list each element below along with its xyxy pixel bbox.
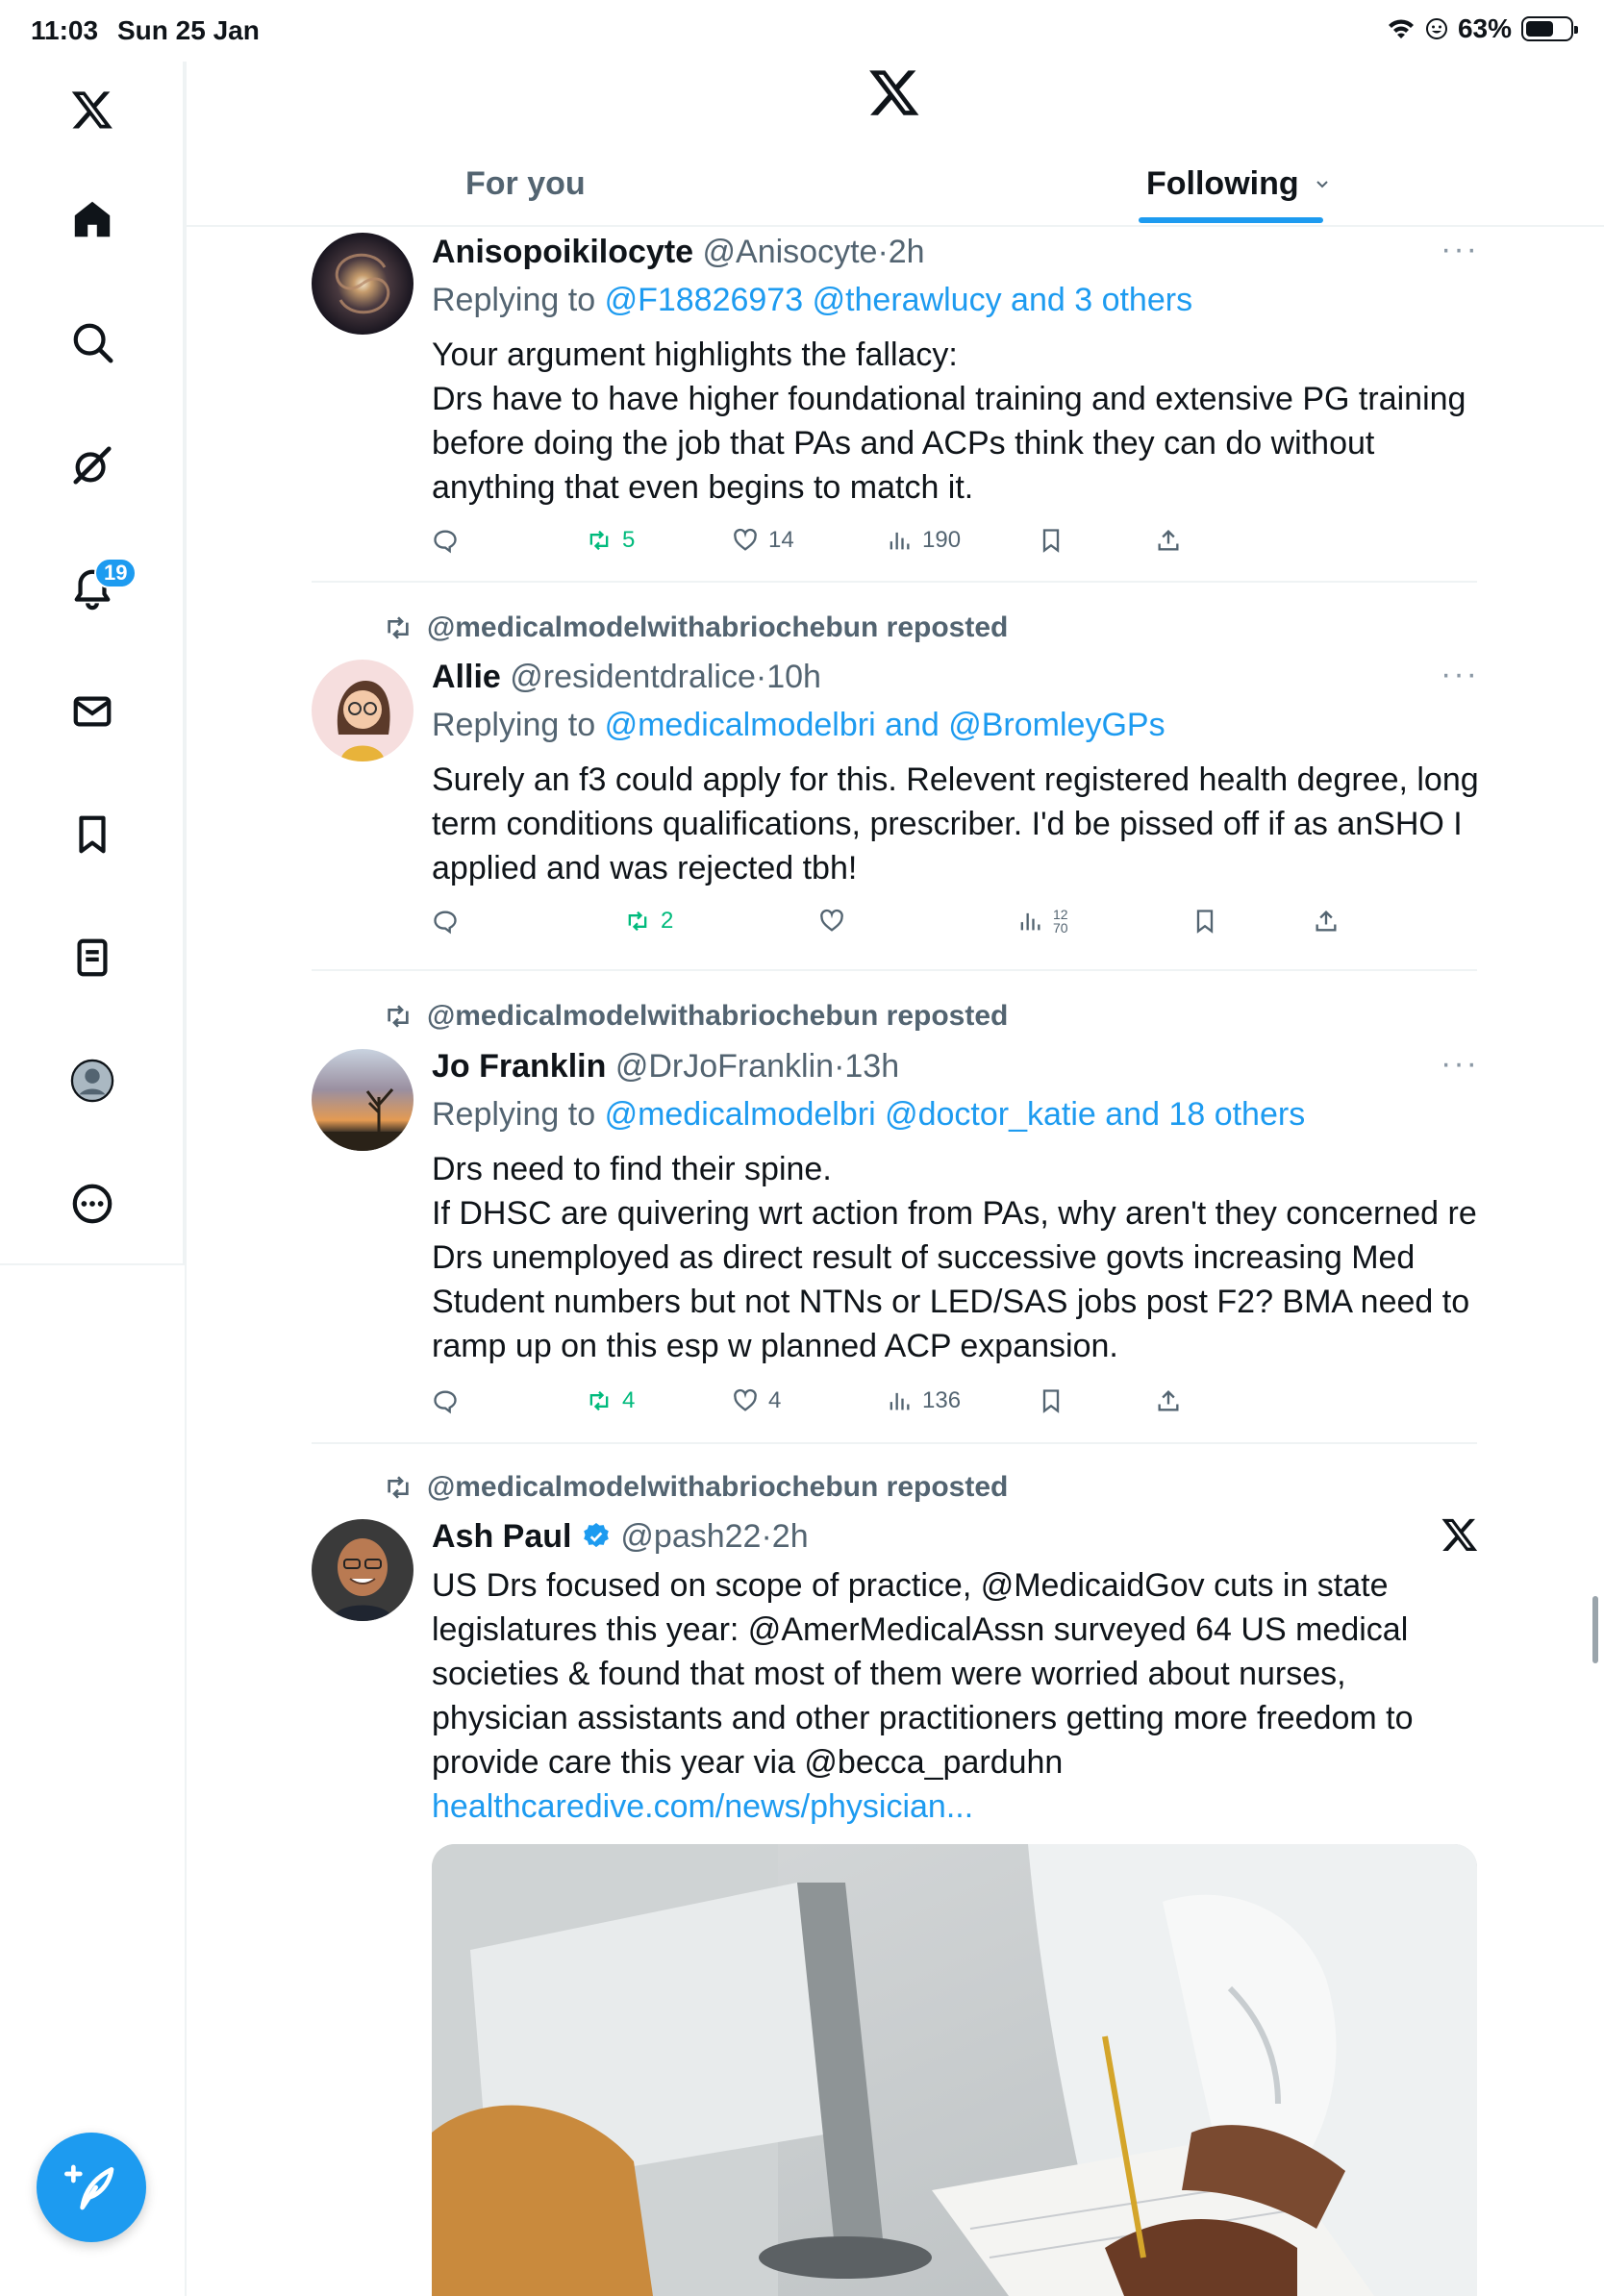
repost-context[interactable] xyxy=(383,1471,1008,1504)
tweet-actions xyxy=(432,527,1479,565)
tweet-divider xyxy=(312,1442,1477,1444)
battery-percent: 63% xyxy=(1457,13,1512,43)
replying-label: Replying to xyxy=(432,1096,596,1133)
tab-following-label: Following xyxy=(1146,165,1299,202)
share-icon xyxy=(1155,1387,1182,1414)
status-bar xyxy=(0,0,1604,62)
avatar[interactable] xyxy=(312,233,414,335)
tweet-actions xyxy=(432,1387,1479,1426)
repost-button[interactable] xyxy=(586,527,635,554)
views-icon xyxy=(886,527,913,554)
search-icon[interactable] xyxy=(54,304,131,381)
tweet-header xyxy=(432,1045,1479,1087)
repost-count: 2 xyxy=(661,908,674,934)
verified-badge-icon xyxy=(581,1521,612,1552)
more-options-icon[interactable]: ··· xyxy=(1441,1045,1479,1082)
reply-icon xyxy=(432,527,459,554)
bookmark-button[interactable] xyxy=(1038,527,1065,554)
list-icon[interactable] xyxy=(54,919,131,996)
share-icon xyxy=(1313,908,1340,935)
dot-separator: · xyxy=(761,1518,772,1555)
date: Sun 25 Jan xyxy=(117,15,260,45)
more-circle-icon[interactable] xyxy=(54,1165,131,1242)
replying-to xyxy=(432,704,1479,746)
user-handle[interactable]: @residentdralice xyxy=(510,659,756,695)
share-button[interactable] xyxy=(1155,1387,1182,1414)
sidebar-divider xyxy=(185,62,187,2296)
tweet-actions xyxy=(432,908,1479,946)
like-count: 14 xyxy=(768,527,794,553)
reply-mentions[interactable]: @medicalmodelbri and @BromleyGPs xyxy=(604,707,1165,743)
heart-icon xyxy=(732,527,759,554)
bookmark-icon xyxy=(1038,1387,1065,1414)
repost-icon xyxy=(383,1001,414,1032)
tweet-header xyxy=(432,231,1479,273)
dot-separator: · xyxy=(834,1048,845,1085)
like-count: 4 xyxy=(768,1387,782,1413)
timestamp[interactable]: 10h xyxy=(766,659,821,695)
like-button[interactable] xyxy=(732,1387,781,1414)
status-icons xyxy=(1387,13,1573,44)
reply-button[interactable] xyxy=(432,527,468,554)
sunset-avatar-image xyxy=(312,1049,414,1151)
chevron-down-icon xyxy=(1313,175,1332,194)
reply-icon xyxy=(432,1387,459,1414)
tweet-media-image[interactable] xyxy=(432,1844,1477,2296)
heart-icon xyxy=(732,1387,759,1414)
user-handle[interactable]: @DrJoFranklin xyxy=(614,1048,835,1085)
tab-for-you-label: For you xyxy=(465,165,586,202)
replying-label: Replying to xyxy=(432,707,596,743)
repost-icon xyxy=(383,612,414,643)
timestamp[interactable]: 13h xyxy=(844,1048,900,1085)
focus-smile-icon xyxy=(1425,17,1448,40)
view-count: 12 70 xyxy=(1053,907,1068,936)
mail-icon[interactable] xyxy=(54,673,131,750)
bookmark-icon[interactable] xyxy=(54,796,131,873)
repost-icon xyxy=(383,1472,414,1503)
tweet-header xyxy=(432,1515,1479,1558)
tweet-divider xyxy=(312,581,1477,583)
bookmark-button[interactable] xyxy=(1038,1387,1065,1414)
repost-icon xyxy=(586,1387,613,1414)
cartoon-avatar-image xyxy=(312,660,414,761)
repost-by-label: @medicalmodelwithabriochebun reposted xyxy=(427,1471,1009,1503)
dot-separator: · xyxy=(755,659,767,695)
views-button[interactable] xyxy=(886,527,961,554)
repost-icon xyxy=(624,908,651,935)
share-icon xyxy=(1155,527,1182,554)
tweet-text: Surely an f3 could apply for this. Relevent registered health degree, long term conditions qualifications, prescriber. I'd be pissed off if as anSHO I applied and was rejected tbh! xyxy=(432,761,1479,886)
heart-icon xyxy=(818,908,845,935)
clock: 11:03 xyxy=(31,15,99,45)
doctor-at-desk-photo xyxy=(432,1844,1477,2296)
tweet-divider xyxy=(312,969,1477,971)
home-icon[interactable] xyxy=(54,181,131,258)
dot-separator: · xyxy=(877,234,889,270)
avatar[interactable] xyxy=(312,660,414,761)
wifi-icon xyxy=(1387,17,1416,40)
bookmark-icon xyxy=(1038,527,1065,554)
display-name[interactable]: Anisopoikilocyte xyxy=(432,234,694,270)
views-icon xyxy=(1016,908,1043,935)
views-button[interactable] xyxy=(886,1387,961,1414)
scrollbar-thumb[interactable] xyxy=(1592,1596,1598,1663)
user-handle[interactable]: @Anisocyte xyxy=(702,234,878,270)
repost-count: 5 xyxy=(622,527,636,553)
tweet-text: US Drs focused on scope of practice, @MedicaidGov cuts in state legislatures this year: @AmerMedicalAssn surveyed 64 US medical societies & found that most of them were worried about nurses, physician assistants and other practitioners getting more freedom to provide care this year via @becca_parduhn xyxy=(432,1567,1414,1781)
galaxy-avatar-image xyxy=(312,233,414,335)
timeline-tabs xyxy=(187,135,1604,227)
reply-mentions[interactable]: @medicalmodelbri @doctor_katie and 18 others xyxy=(604,1096,1306,1133)
repost-icon xyxy=(586,527,613,554)
active-tab-indicator xyxy=(1139,217,1323,223)
grok-icon[interactable] xyxy=(54,427,131,504)
more-options-icon[interactable]: ··· xyxy=(1441,656,1479,692)
notification-badge: 19 xyxy=(94,558,137,588)
reply-icon xyxy=(432,908,459,935)
timestamp[interactable]: 2h xyxy=(771,1518,809,1555)
view-count: 136 xyxy=(922,1387,962,1413)
display-name[interactable]: Allie xyxy=(432,659,501,695)
x-logo-icon[interactable] xyxy=(867,65,921,119)
reply-mentions[interactable]: @F18826973 @therawlucy and 3 others xyxy=(604,282,1193,318)
tweet-text: Drs need to find their spine. If DHSC are quivering wrt action from PAs, why aren't they concerned re Drs unemployed as direct result of successive govts increasing Med Student numbers but not NTNs or LED/SAS jobs post F2? BMA need to ramp up on this esp w planned ACP expansion. xyxy=(432,1151,1477,1364)
repost-context[interactable] xyxy=(383,611,1008,644)
share-button[interactable] xyxy=(1313,908,1340,935)
repost-by-label: @medicalmodelwithabriochebun reposted xyxy=(427,611,1009,643)
repost-button[interactable] xyxy=(586,1387,635,1414)
timestamp[interactable]: 2h xyxy=(888,234,925,270)
avatar[interactable] xyxy=(312,1519,414,1621)
tweet-header xyxy=(432,656,1479,698)
replying-to xyxy=(432,279,1479,321)
tab-following[interactable] xyxy=(1146,165,1332,203)
repost-count: 4 xyxy=(622,1387,636,1413)
person-avatar-image xyxy=(312,1519,414,1621)
display-name[interactable]: Ash Paul xyxy=(432,1518,572,1555)
views-icon xyxy=(886,1387,913,1414)
x-logo-icon[interactable] xyxy=(54,71,131,148)
bookmark-button[interactable] xyxy=(1191,908,1218,935)
avatar[interactable] xyxy=(312,1049,414,1151)
compose-button[interactable] xyxy=(37,2133,146,2242)
repost-context[interactable] xyxy=(383,1000,1008,1033)
views-button[interactable] xyxy=(1016,908,1068,935)
like-button[interactable] xyxy=(732,527,794,554)
reply-button[interactable] xyxy=(432,1387,468,1414)
repost-button[interactable] xyxy=(624,908,673,935)
bookmark-icon xyxy=(1191,908,1218,935)
replying-label: Replying to xyxy=(432,282,596,318)
battery-icon xyxy=(1521,16,1573,41)
tweet-link[interactable]: healthcaredive.com/news/physician... xyxy=(432,1788,974,1825)
share-button[interactable] xyxy=(1155,527,1182,554)
like-button[interactable] xyxy=(818,908,855,935)
tab-for-you[interactable] xyxy=(465,165,586,203)
view-count: 190 xyxy=(922,527,962,553)
compose-icon xyxy=(64,2160,118,2214)
replying-to xyxy=(432,1093,1479,1136)
reply-button[interactable] xyxy=(432,908,468,935)
profile-icon[interactable] xyxy=(54,1042,131,1119)
display-name[interactable]: Jo Franklin xyxy=(432,1048,607,1085)
user-handle[interactable]: @pash22 xyxy=(620,1518,762,1555)
tweet-text: Your argument highlights the fallacy: Drs have to have higher foundational training and extensive PG training before doing the job that PAs and ACPs think they can do without anything that even begins to match it. xyxy=(432,337,1466,506)
more-options-icon[interactable]: ··· xyxy=(1441,231,1479,267)
repost-by-label: @medicalmodelwithabriochebun reposted xyxy=(427,1000,1009,1032)
x-logo-icon[interactable] xyxy=(1441,1515,1479,1554)
